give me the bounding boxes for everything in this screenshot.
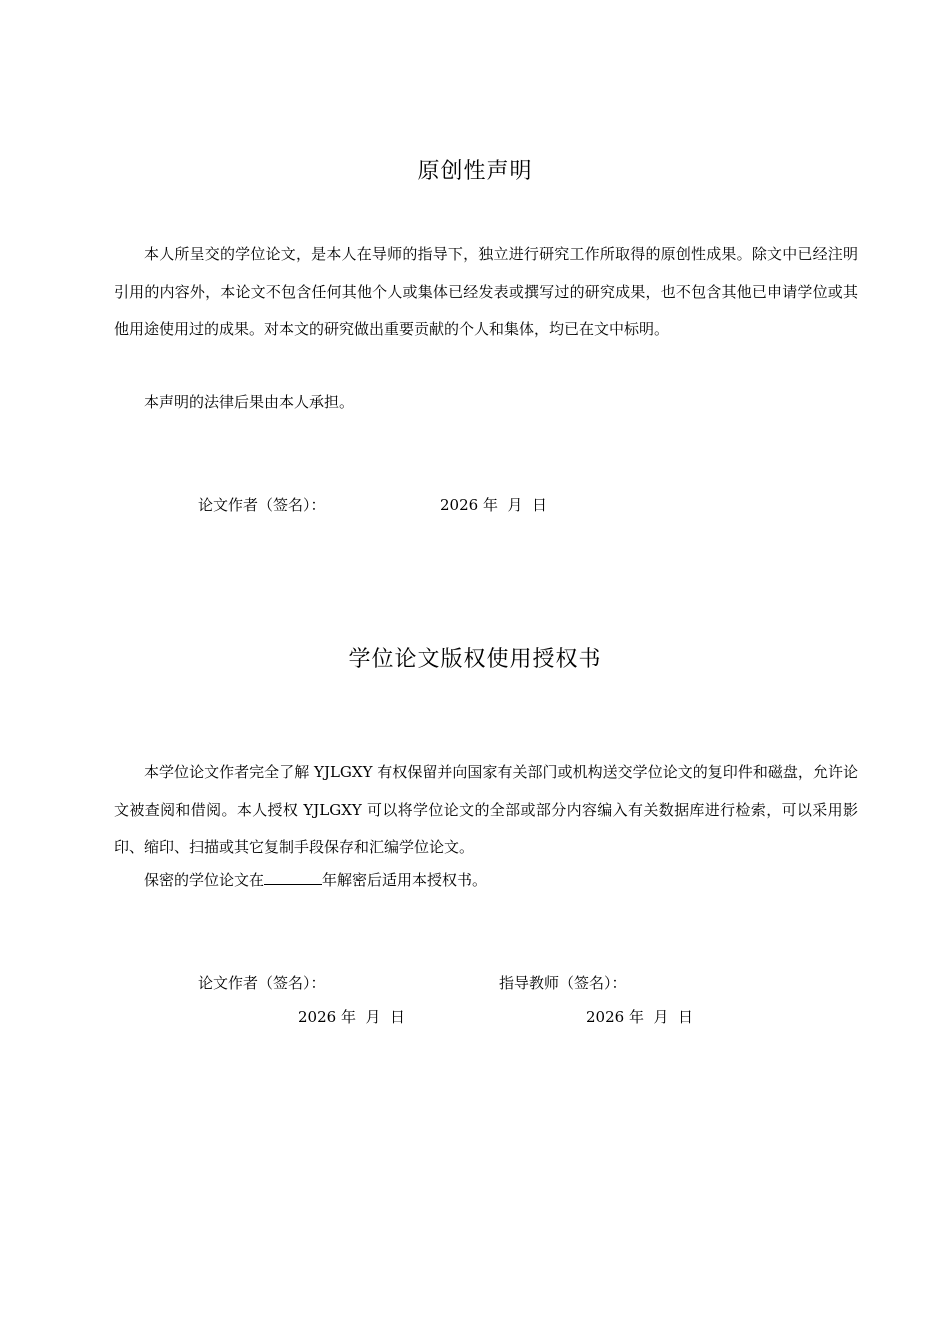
confidential-years-blank	[264, 870, 322, 885]
authorization-paragraph-2	[114, 862, 858, 900]
authorization-paragraph-2-before: 保密的学位论文在	[144, 871, 265, 889]
declaration-paragraph-1: 本人所呈交的学位论文，是本人在导师的指导下，独立进行研究工作所取得的原创性成果。除文中已经注明引用的内容外，本论文不包含任何其他个人或集体已经发表或撰写过的研究成果，也不包含其他已申请学位或其他用途使用过的成果。对本文的研究做出重要贡献的个人和集体，均已在文中标明。	[114, 245, 858, 338]
authorization-author-signature-label: 论文作者（签名）：	[198, 974, 326, 992]
authorization-advisor-date: 2026 年 月 日	[586, 1008, 694, 1026]
authorization-paragraph-1: 本学位论文作者完全了解 YJLGXY 有权保留并向国家有关部门或机构送交学位论文的复印件和磁盘，允许论文被查阅和借阅。本人授权 YJLGXY 可以将学位论文的全部或部分内容编入有关数据库进行检索，可以采用影印、缩印、扫描或其它复制手段保存和汇编学位论文。	[114, 763, 858, 856]
declaration-author-signature-label: 论文作者（签名）：	[198, 496, 326, 514]
declaration-title: 原创性声明	[417, 159, 533, 184]
declaration-date: 2026 年 月 日	[440, 496, 548, 514]
declaration-paragraph-2: 本声明的法律后果由本人承担。	[144, 393, 355, 411]
authorization-author-date: 2026 年 月 日	[298, 1008, 406, 1026]
authorization-title: 学位论文版权使用授权书	[348, 647, 602, 672]
authorization-advisor-signature-label: 指导教师（签名）：	[499, 974, 627, 992]
authorization-paragraph-2-after: 年解密后适用本授权书。	[322, 871, 488, 889]
